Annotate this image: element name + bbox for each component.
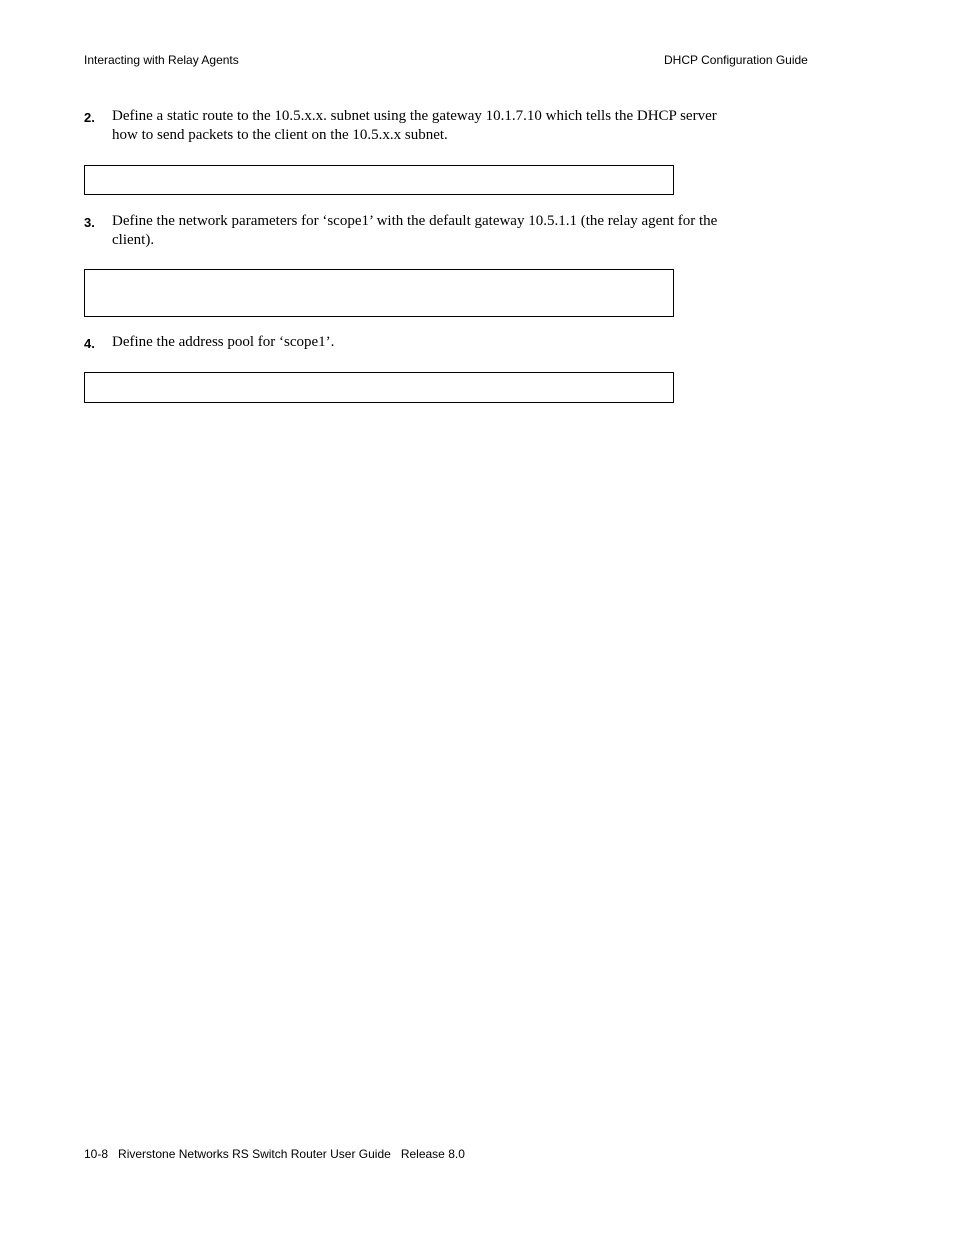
running-header-guide-title: DHCP Configuration Guide — [664, 53, 808, 67]
step-4 — [84, 333, 734, 355]
step-number: 4. — [84, 336, 95, 351]
book-title: Riverstone Networks RS Switch Router User Guide — [118, 1147, 391, 1161]
command-example-box — [84, 372, 674, 403]
page-footer — [84, 1147, 465, 1161]
step-text: Define the address pool for ‘scope1’. — [112, 334, 335, 350]
step-3 — [84, 212, 734, 252]
release-label: Release 8.0 — [400, 1147, 465, 1161]
command-example-box — [84, 165, 674, 195]
step-number: 2. — [84, 110, 95, 125]
page-number: 10-8 — [84, 1147, 109, 1161]
command-example-box — [84, 269, 674, 317]
running-header-section: Interacting with Relay Agents — [84, 53, 239, 67]
step-2 — [84, 107, 734, 147]
step-text: Define the network parameters for ‘scope1’ with the default gateway 10.5.1.1 (the relay agent for the client). — [112, 213, 718, 248]
step-number: 3. — [84, 215, 95, 230]
step-text: Define a static route to the 10.5.x.x. subnet using the gateway 10.1.7.10 which tells the DHCP server how to send packets to the client on the 10.5.x.x subnet. — [112, 108, 717, 143]
